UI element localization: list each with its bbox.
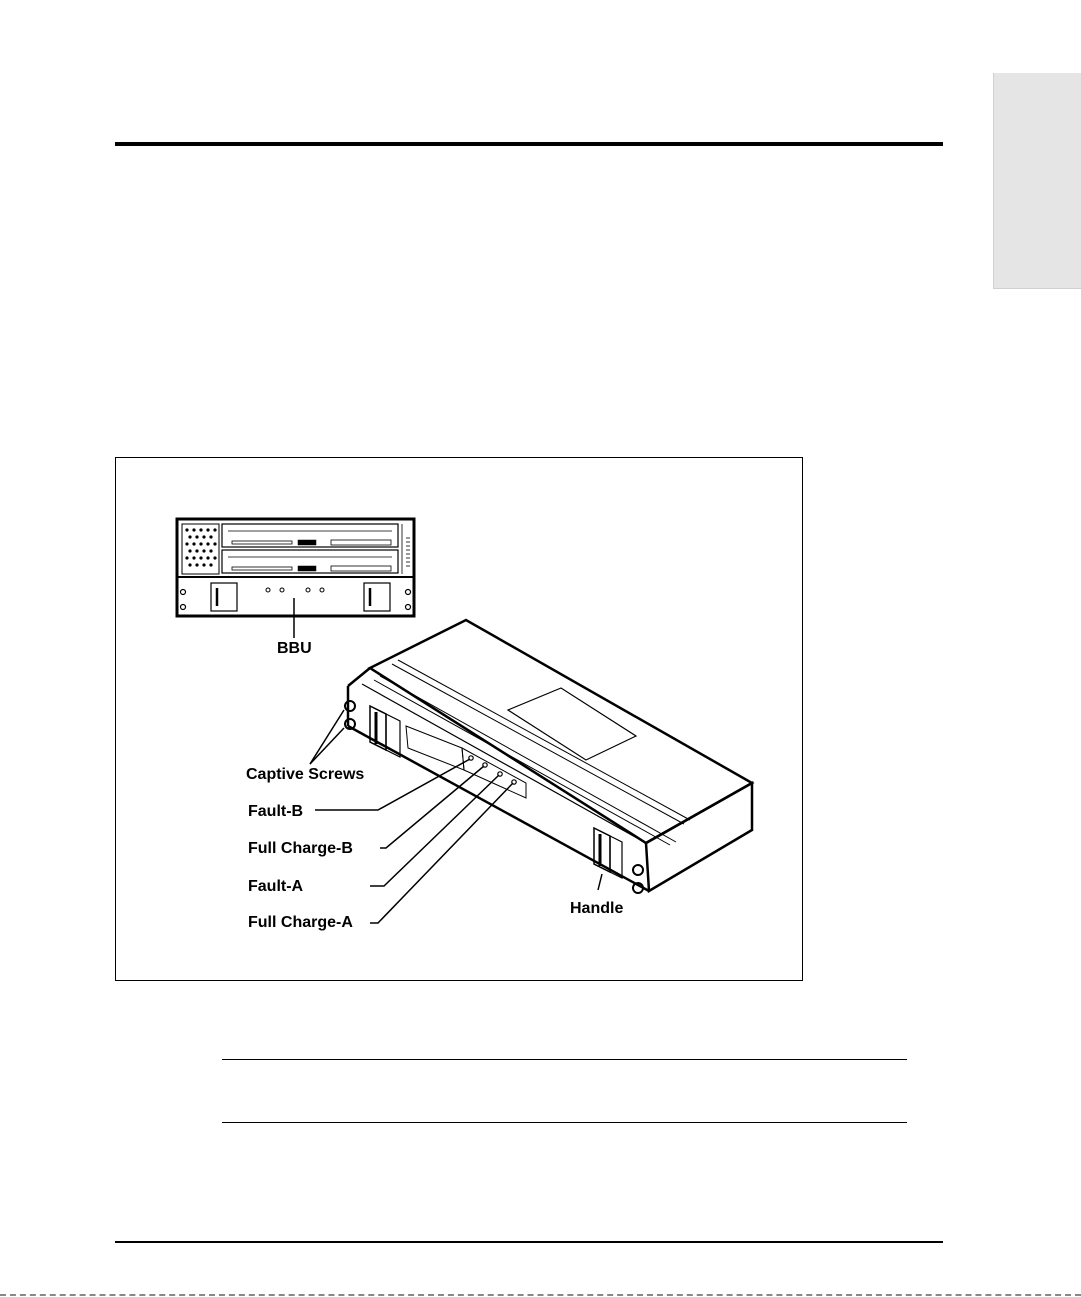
bbu-figure <box>115 457 803 981</box>
footer-rule <box>115 1241 943 1243</box>
page-edge <box>0 1294 1081 1296</box>
captive-screws-label: Captive Screws <box>246 766 365 783</box>
note-bottom-rule <box>222 1122 907 1123</box>
handle-label: Handle <box>570 900 624 917</box>
chapter-side-tab <box>993 73 1081 289</box>
bbu-module-drawing <box>345 620 752 893</box>
bbu-illustration <box>116 458 802 980</box>
enclosure-front-view <box>177 519 414 616</box>
header-rule <box>115 142 943 146</box>
fault-a-label: Fault-A <box>248 878 304 895</box>
full-charge-b-label: Full Charge-B <box>248 840 353 857</box>
fault-b-label: Fault-B <box>248 803 304 820</box>
bbu-label: BBU <box>277 640 312 657</box>
note-top-rule <box>222 1059 907 1060</box>
full-charge-a-label: Full Charge-A <box>248 914 353 931</box>
